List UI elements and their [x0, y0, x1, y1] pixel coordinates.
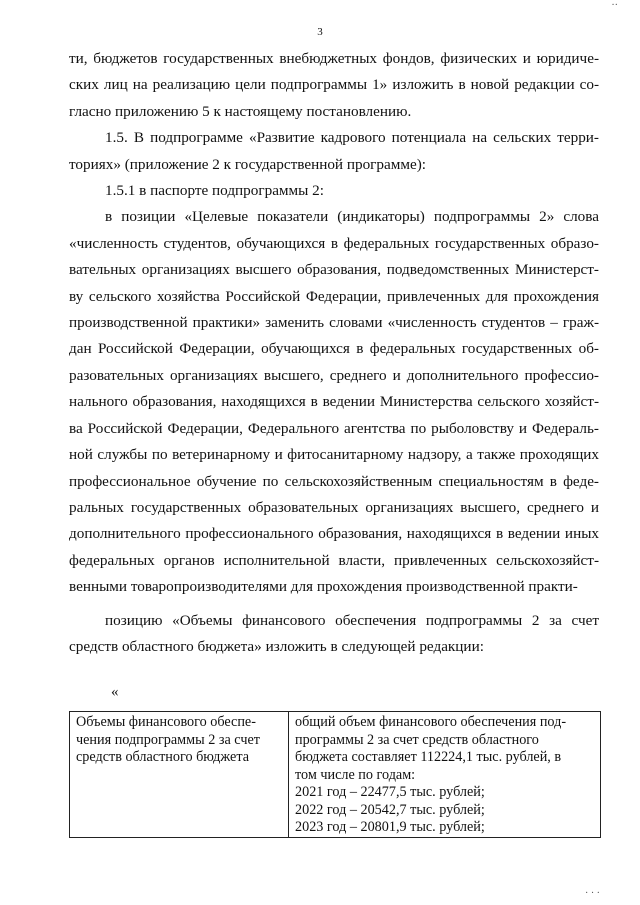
cell-line: 2022 год – 20542,7 тыс. рублей;: [295, 801, 485, 818]
text-line: ти, бюджетов государственных внебюджетных фондов, физических и юридиче-: [69, 50, 599, 67]
table-row: [70, 712, 601, 838]
text-line: дан Российской Федерации, обучающихся в федеральных государственных об-: [69, 340, 599, 358]
table-cell-value: [289, 712, 601, 838]
text-line: 1.5. В подпрограмме «Развитие кадрового потенциала на сельских терри-: [105, 129, 599, 147]
text-line: венными товаропроизводителями для прохождения производственной практи-: [69, 578, 578, 596]
paragraph-passport: [69, 178, 599, 204]
text-line: позицию «Объемы финансового обеспечения подпрограммы 2 за счет: [105, 611, 599, 629]
text-line: ториях» (приложение 2 к государственной программе):: [69, 155, 426, 173]
text-line: гласно приложению 5 к настоящему постановлению.: [69, 102, 412, 120]
document-body: [69, 46, 599, 660]
cell-line: 2021 год – 22477,5 тыс. рублей;: [295, 784, 485, 800]
paragraph-continuation: [69, 46, 599, 125]
page-number: 3: [317, 26, 323, 38]
text-line: в позиции «Целевые показатели (индикаторы) подпрограммы 2» слова: [105, 208, 599, 226]
paragraph-indicators: [69, 204, 599, 600]
text-line: разовательных организациях высшего, среднего и дополнительного профессио-: [69, 366, 599, 384]
text-line: вательных организациях высшего образования, подведомственных Министерст-: [69, 261, 599, 279]
paragraph-subprogram: [69, 125, 599, 178]
text-line: средств областного бюджета» изложить в следующей редакции:: [69, 637, 484, 655]
cell-line: средств областного бюджета: [76, 749, 249, 765]
cell-line: общий объем финансового обеспечения под-: [295, 714, 567, 730]
cell-line: чения подпрограммы 2 за счет: [76, 731, 260, 748]
corner-mark-bottom: · · ·: [585, 888, 600, 899]
text-line: профессиональное обучение по сельскохозяйственным специальностям в феде-: [69, 472, 599, 490]
text-line: ских лиц на реализацию цели подпрограммы 1» изложить в новой редакции со-: [69, 76, 599, 94]
cell-line: Объемы финансового обеспе-: [76, 714, 256, 730]
text-line: нального образования, находящихся в ведении Министерства сельского хозяйст-: [69, 393, 599, 411]
text-line: ву сельского хозяйства Российской Федерации, привлеченных для прохождения: [69, 287, 599, 305]
text-line: федеральных органов исполнительной власти, привлеченных сельскохозяйст-: [69, 551, 599, 569]
cell-line: 2023 год – 20801,9 тыс. рублей;: [295, 819, 485, 835]
text-line: 1.5.1 в паспорте подпрограммы 2:: [105, 182, 324, 200]
text-line: ной службы по ветеринарному и фитосанитарному надзору, а также проходящих: [69, 446, 599, 464]
table-cell-label: [70, 712, 289, 838]
text-line: ва Российской Федерации, Федерального агентства по рыболовству и Федераль-: [69, 419, 599, 437]
financing-table: [69, 711, 601, 838]
cell-line: том числе по годам:: [295, 766, 416, 783]
corner-mark: ··: [611, 0, 618, 11]
cell-line: программы 2 за счет средств областного: [295, 731, 539, 748]
text-line: дополнительного профессионального образования, находящихся в ведении иных: [69, 525, 599, 543]
text-line: ральных государственных образовательных организациях высшего, среднего и: [69, 498, 599, 516]
text-line: производственной практики» заменить словами «численность студентов – граж-: [69, 314, 599, 332]
opening-quote: «: [111, 684, 119, 700]
paragraph-financing: [69, 608, 599, 661]
text-line: «численность студентов, обучающихся в федеральных государственных образо-: [69, 234, 599, 252]
cell-line: бюджета составляет 112224,1 тыс. рублей, в: [295, 749, 562, 765]
